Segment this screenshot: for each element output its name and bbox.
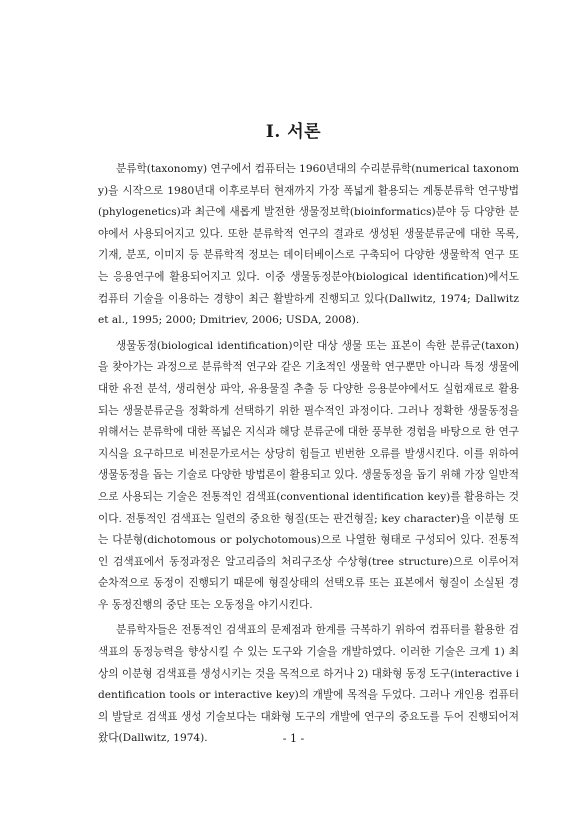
paragraph-tools: 분류학자들은 전통적인 검색표의 문제점과 한계를 극복하기 위하여 컴퓨터를 활용한 검색표의 동정능력을 향상시킬 수 있는 도구와 기술을 개발하였다. 이러한 기술은 크게 1) 최상의 이분형 검색표를 생성시키는 것을 목적으로 하거나 2) 대화형 동정 도구(interactive identification tools or interactive key)의 개발에 목적을 두었다. 그러나 개인용 컴퓨터의 발달로 검색표 생성 기술보다는 대화형 도구의 개발에 연구의 중요도를 두어 진행되어져 왔다(Dallwitz, 1974).: [98, 624, 519, 745]
paragraph-intro: 분류학(taxonomy) 연구에서 컴퓨터는 1960년대의 수리분류학(numerical taxonomy)을 시작으로 1980년대 이후로부터 현재까지 가장 폭넓게 활용되는 계통분류학 연구방법(phylogenetics)과 최근에 새롭게 발전한 생물정보학(bioinformatics)분야 등 다양한 분야에서 사용되어지고 있다. 또한 분류학적 연구의 결과로 생성된 생물분류군에 대한 목록, 기재, 분포, 이미지 등 분류학적 정보는 데이터베이스로 구축되어 다양한 생물학적 연구 또는 응용연구에 활용되어지고 있다. 이중 생물동정분야(biological identification)에서도 컴퓨터 기술을 이용하는 경향이 최근 활발하게 진행되고 있다(Dallwitz, 1974; Dallwitz et al., 1995; 2000; Dmitriev, 2006; USDA, 2008).: [98, 163, 520, 327]
body-text: [98, 159, 519, 754]
page-number: - 1 -: [282, 732, 305, 745]
section-title: Ⅰ. 서론: [265, 122, 322, 142]
paragraph-identification: 생물동정(biological identification)이란 대상 생물 또는 표본이 속한 분류군(taxon)을 찾아가는 과정으로 분류학적 연구와 같은 기초적인 생물학 연구뿐만 아니라 특정 생물에 대한 유전 분석, 생리현상 파악, 유용물질 추출 등 다양한 응용분야에서도 실험재료로 활용되는 생물분류군을 정확하게 선택하기 위한 필수적인 과정이다. 그러나 정확한 생물동정을 위해서는 분류학에 대한 폭넓은 지식과 해당 분류군에 대한 풍부한 경험을 바탕으로 한 연구지식을 요구하므로 비전문가로서는 상당히 힘들고 빈번한 오류를 발생시킨다. 이를 위하여 생물동정을 돕는 기술로 다양한 방법론이 활용되고 있다. 생물동정을 돕기 위해 가장 일반적으로 사용되는 기술은 전통적인 검색표(conventional identification key)를 활용하는 것이다. 전통적인 검색표는 일련의 중요한 형질(또는 판건형질; key character)을 이분형 또는 다분형(dichotomous or polychotomous)으로 나열한 형태로 구성되어 있다. 전통적인 검색표에서 동정과정은 알고리즘의 처리구조상 수상형(tree structure)으로 이루어져 순차적으로 동정이 진행되기 때문에 형질상태의 선택오류 또는 표본에서 형질이 소실된 경우 동정진행의 중단 또는 오동정을 야기시킨다.: [98, 339, 519, 611]
